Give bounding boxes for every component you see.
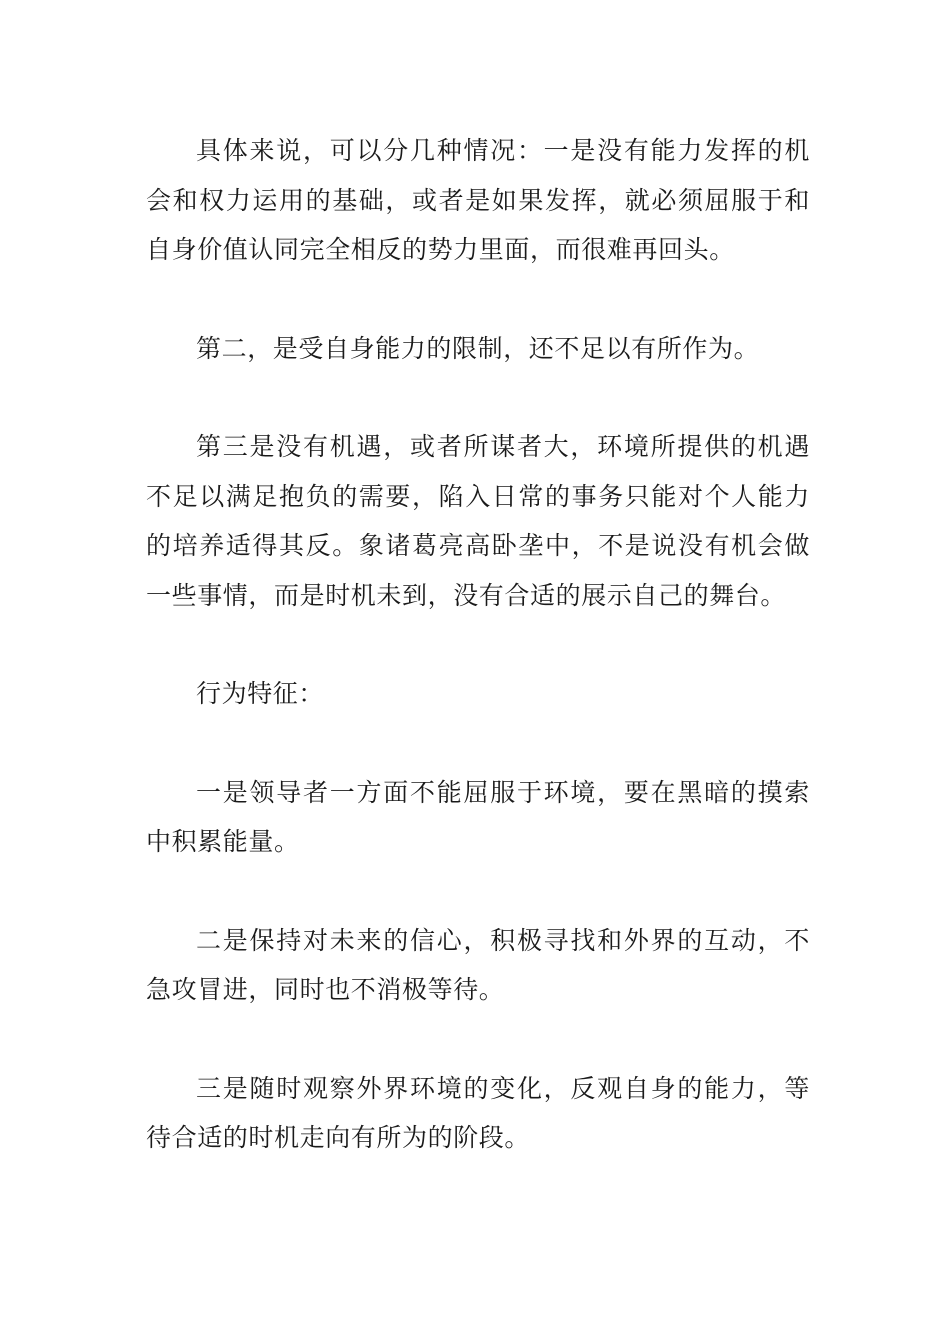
document-body <box>146 126 810 1163</box>
paragraph-behavior-three: 三是随时观察外界环境的变化，反观自身的能力，等待合适的时机走向有所为的阶段。 <box>146 1073 810 1152</box>
paragraph-behavior-one: 一是领导者一方面不能屈服于环境，要在黑暗的摸索中积累能量。 <box>146 777 810 856</box>
paragraph-behavior-two: 二是保持对未来的信心，积极寻找和外界的互动，不急攻冒进，同时也不消极等待。 <box>146 925 810 1004</box>
paragraph-behavior-heading: 行为特征： <box>196 679 325 708</box>
paragraph-second: 第二，是受自身能力的限制，还不足以有所作为。 <box>196 333 760 363</box>
paragraph-third: 第三是没有机遇，或者所谋者大，环境所提供的机遇不足以满足抱负的需要，陷入日常的事务只能对个人能力的培养适得其反。象诸葛亮高卧垄中，不是说没有机会做一些事情，而是时机未到，没有合适的展示自己的舞台。 <box>146 432 810 610</box>
paragraph-situations: 具体来说，可以分几种情况：一是没有能力发挥的机会和权力运用的基础，或者是如果发挥，就必须屈服于和自身价值认同完全相反的势力里面，而很难再回头。 <box>146 136 810 264</box>
